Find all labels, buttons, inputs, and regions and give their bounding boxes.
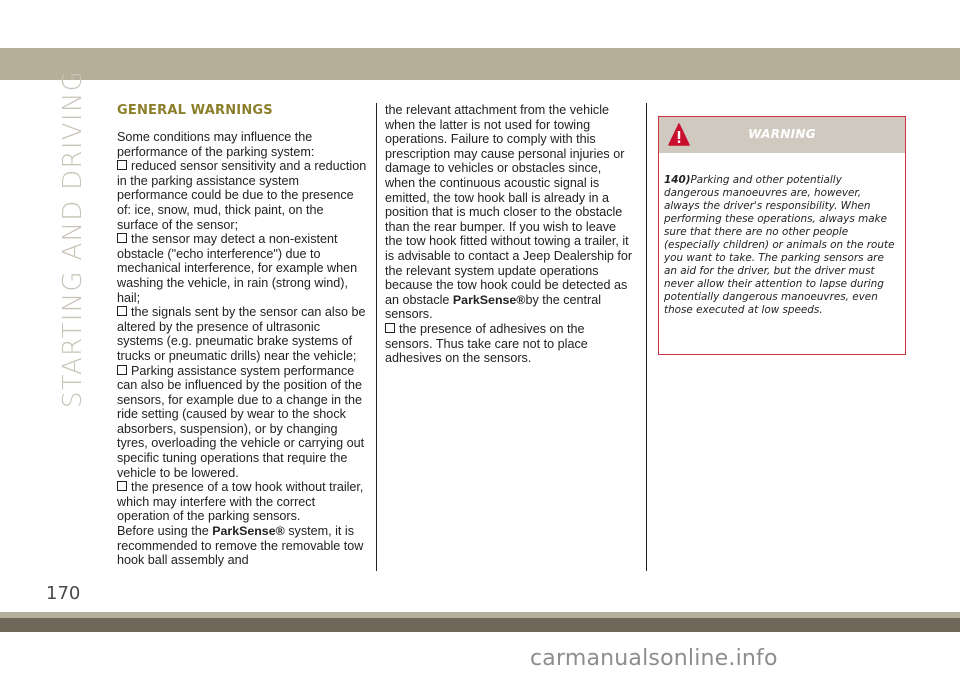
before-using-paragraph: Before using the ParkSense® system, it is recommended to remove the removable tow hook ball assembly and xyxy=(117,524,364,568)
list-item: the signals sent by the sensor can also be altered by the presence of ultrasonic systems (e.g. pneumatic brake systems of trucks or pneumatic drills) near the vehicle; xyxy=(117,305,366,363)
footer-band-dark xyxy=(0,618,960,632)
brand-name: ParkSense® xyxy=(212,524,285,539)
brand-name: ParkSense® xyxy=(452,292,526,307)
page-number: 170 xyxy=(46,583,81,604)
footer-strip xyxy=(0,632,960,678)
watermark: carmanualsonline.info xyxy=(530,646,778,671)
list-item: the sensor may detect a non-existent obstacle ("echo interference") due to mechanical interference, for example when washing the vehicle, in rain (strong wind), hail; xyxy=(117,232,367,305)
header-band xyxy=(0,48,960,80)
continued-paragraph: the relevant attachment from the vehicle when the latter is not used for towing operations. Failure to comply with this prescription may cause personal injuries or damage to vehicles or obstacles since, when the continuous acoustic signal is emitted, the tow hook ball is already in a position that is much closer to the obstacle than the rear bumper. If you wish to leave the tow hook fitted without towing a trailer, it is advisable to contact a Jeep Dealership for the relevant system update operations because the tow hook could be detected as an obstacle ParkSense®by the central sensors. xyxy=(385,103,633,322)
section-title xyxy=(58,69,88,408)
section-title-text: STARTING AND DRIVING xyxy=(58,69,88,408)
list-item: the presence of adhesives on the sensors. Thus take care not to place adhesives on the sensors. xyxy=(385,322,633,366)
page-heading: GENERAL WARNINGS xyxy=(117,103,273,118)
warning-text: 140)Parking and other potentially dangerous manoeuvres are, however, always the driver's responsibility. When performing these operations, always make sure that there are no other people (especially children) or animals on the route you want to take. The parking sensors are an aid for the driver, but the driver must never allow their attention to lapse during potentially dangerous manoeuvres, even those executed at low speeds. xyxy=(664,174,895,316)
warning-number: 140) xyxy=(664,174,691,186)
warning-header xyxy=(659,117,905,153)
column-divider xyxy=(646,103,647,571)
warning-title: WARNING xyxy=(748,127,816,141)
middle-column xyxy=(385,103,633,366)
intro-paragraph: Some conditions may influence the performance of the parking system: xyxy=(117,130,315,159)
list-item: Parking assistance system performance can also be influenced by the position of the sensors, for example due to a change in the ride setting (caused by wear to the shock absorbers, suspension), or by changing tyres, overloading the vehicle or carrying out specific tuning operations that require the vehicle to be lowered. xyxy=(117,364,367,481)
list-item: the presence of a tow hook without trailer, which may interfere with the correct operation of the parking sensors. xyxy=(117,480,367,524)
left-column xyxy=(117,103,367,568)
list-item: reduced sensor sensitivity and a reduction in the parking assistance system performance could be due to the presence of: ice, snow, mud, thick paint, on the surface of the sensor; xyxy=(117,159,367,232)
column-divider xyxy=(376,103,377,571)
